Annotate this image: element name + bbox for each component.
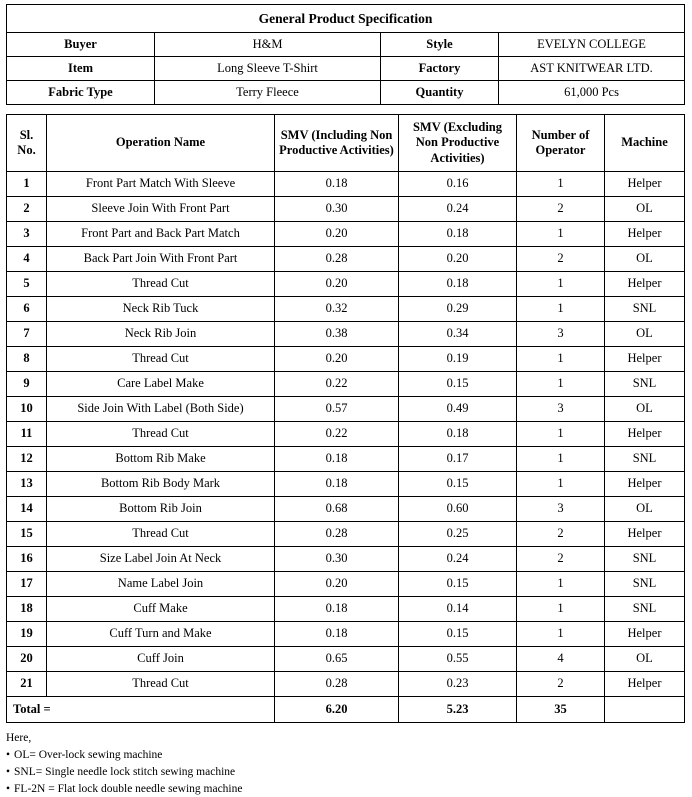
cell-smv-including: 0.38 (275, 321, 399, 346)
cell-machine: SNL (605, 371, 685, 396)
cell-machine: Helper (605, 421, 685, 446)
ops-header-row (7, 115, 685, 172)
cell-operators: 1 (517, 596, 605, 621)
cell-operators: 2 (517, 246, 605, 271)
total-operators: 35 (517, 696, 605, 722)
cell-machine: OL (605, 396, 685, 421)
cell-operation-name: Side Join With Label (Both Side) (47, 396, 275, 421)
cell-operation-name: Sleeve Join With Front Part (47, 196, 275, 221)
cell-machine: OL (605, 646, 685, 671)
table-row (7, 371, 685, 396)
cell-smv-including: 0.32 (275, 296, 399, 321)
cell-operation-name: Size Label Join At Neck (47, 546, 275, 571)
spec-label-factory: Factory (381, 57, 499, 81)
ops-header-number-of-operator: Number of Operator (517, 115, 605, 172)
operation-breakdown-table (6, 114, 685, 723)
cell-operators: 1 (517, 621, 605, 646)
legend-item-snl: • SNL= Single needle lock stitch sewing machine (6, 764, 686, 781)
table-row (7, 421, 685, 446)
cell-operators: 3 (517, 321, 605, 346)
cell-smv-excluding: 0.24 (399, 196, 517, 221)
cell-sl: 15 (7, 521, 47, 546)
cell-sl: 2 (7, 196, 47, 221)
cell-operators: 2 (517, 521, 605, 546)
cell-sl: 17 (7, 571, 47, 596)
cell-operators: 3 (517, 396, 605, 421)
cell-smv-including: 0.18 (275, 471, 399, 496)
cell-smv-excluding: 0.49 (399, 396, 517, 421)
cell-machine: SNL (605, 546, 685, 571)
product-specification-table (6, 4, 685, 105)
cell-smv-excluding: 0.15 (399, 621, 517, 646)
spec-row (7, 57, 685, 81)
cell-smv-including: 0.30 (275, 196, 399, 221)
cell-machine: SNL (605, 571, 685, 596)
cell-smv-including: 0.20 (275, 271, 399, 296)
cell-smv-excluding: 0.20 (399, 246, 517, 271)
legend-item-fl2n: • FL-2N = Flat lock double needle sewing machine (6, 781, 686, 797)
cell-sl: 1 (7, 171, 47, 196)
ops-header-operation-name: Operation Name (47, 115, 275, 172)
ops-header-machine: Machine (605, 115, 685, 172)
total-smv-including: 6.20 (275, 696, 399, 722)
cell-smv-including: 0.22 (275, 371, 399, 396)
cell-operation-name: Neck Rib Join (47, 321, 275, 346)
cell-operators: 1 (517, 346, 605, 371)
cell-sl: 12 (7, 446, 47, 471)
cell-sl: 16 (7, 546, 47, 571)
cell-operators: 2 (517, 671, 605, 696)
table-row (7, 496, 685, 521)
cell-smv-including: 0.22 (275, 421, 399, 446)
cell-operation-name: Cuff Make (47, 596, 275, 621)
legend-heading: Here, (6, 731, 32, 744)
cell-smv-excluding: 0.24 (399, 546, 517, 571)
cell-sl: 14 (7, 496, 47, 521)
cell-operators: 2 (517, 196, 605, 221)
cell-operation-name: Front Part Match With Sleeve (47, 171, 275, 196)
cell-smv-including: 0.28 (275, 671, 399, 696)
table-row (7, 471, 685, 496)
table-row (7, 271, 685, 296)
cell-sl: 21 (7, 671, 47, 696)
table-row (7, 446, 685, 471)
cell-operators: 2 (517, 546, 605, 571)
cell-sl: 8 (7, 346, 47, 371)
spec-label-style: Style (381, 33, 499, 57)
spec-title: General Product Specification (7, 5, 685, 33)
total-row (7, 696, 685, 722)
cell-operation-name: Cuff Turn and Make (47, 621, 275, 646)
cell-smv-excluding: 0.29 (399, 296, 517, 321)
cell-smv-excluding: 0.15 (399, 471, 517, 496)
cell-operation-name: Name Label Join (47, 571, 275, 596)
cell-smv-including: 0.28 (275, 521, 399, 546)
cell-operators: 1 (517, 571, 605, 596)
cell-operation-name: Thread Cut (47, 421, 275, 446)
cell-smv-including: 0.18 (275, 596, 399, 621)
cell-smv-excluding: 0.18 (399, 221, 517, 246)
cell-machine: SNL (605, 296, 685, 321)
cell-operation-name: Thread Cut (47, 521, 275, 546)
cell-smv-including: 0.65 (275, 646, 399, 671)
cell-sl: 11 (7, 421, 47, 446)
spec-row (7, 81, 685, 105)
cell-operation-name: Front Part and Back Part Match (47, 221, 275, 246)
cell-machine: Helper (605, 221, 685, 246)
cell-smv-including: 0.20 (275, 346, 399, 371)
legend (6, 730, 686, 797)
cell-sl: 9 (7, 371, 47, 396)
cell-smv-including: 0.18 (275, 621, 399, 646)
spec-value-factory: AST KNITWEAR LTD. (499, 57, 685, 81)
ops-header-smv-excluding: SMV (Excluding Non Productive Activities) (399, 115, 517, 172)
cell-operators: 4 (517, 646, 605, 671)
cell-smv-including: 0.20 (275, 221, 399, 246)
cell-sl: 4 (7, 246, 47, 271)
cell-operators: 3 (517, 496, 605, 521)
cell-smv-excluding: 0.15 (399, 571, 517, 596)
cell-smv-excluding: 0.34 (399, 321, 517, 346)
cell-smv-including: 0.18 (275, 171, 399, 196)
legend-list (6, 747, 686, 797)
table-row (7, 571, 685, 596)
cell-operators: 1 (517, 446, 605, 471)
table-row (7, 221, 685, 246)
table-row (7, 171, 685, 196)
cell-smv-excluding: 0.25 (399, 521, 517, 546)
spec-value-fabric-type: Terry Fleece (155, 81, 381, 105)
spec-value-item: Long Sleeve T-Shirt (155, 57, 381, 81)
cell-smv-including: 0.57 (275, 396, 399, 421)
table-row (7, 296, 685, 321)
table-row (7, 346, 685, 371)
cell-smv-excluding: 0.18 (399, 271, 517, 296)
cell-operation-name: Bottom Rib Body Mark (47, 471, 275, 496)
cell-operators: 1 (517, 221, 605, 246)
cell-operation-name: Bottom Rib Make (47, 446, 275, 471)
total-machine (605, 696, 685, 722)
table-row (7, 246, 685, 271)
cell-sl: 10 (7, 396, 47, 421)
table-row (7, 671, 685, 696)
cell-smv-including: 0.18 (275, 446, 399, 471)
table-row (7, 321, 685, 346)
cell-machine: Helper (605, 621, 685, 646)
table-row (7, 546, 685, 571)
cell-sl: 13 (7, 471, 47, 496)
cell-machine: Helper (605, 346, 685, 371)
cell-smv-excluding: 0.55 (399, 646, 517, 671)
cell-sl: 7 (7, 321, 47, 346)
cell-machine: OL (605, 196, 685, 221)
table-row (7, 646, 685, 671)
spec-value-style: EVELYN COLLEGE (499, 33, 685, 57)
cell-smv-excluding: 0.14 (399, 596, 517, 621)
spec-value-buyer: H&M (155, 33, 381, 57)
cell-operation-name: Thread Cut (47, 671, 275, 696)
cell-operators: 1 (517, 421, 605, 446)
cell-smv-including: 0.68 (275, 496, 399, 521)
table-row (7, 521, 685, 546)
ops-header-smv-including: SMV (Including Non Productive Activities) (275, 115, 399, 172)
spec-value-quantity: 61,000 Pcs (499, 81, 685, 105)
cell-machine: Helper (605, 171, 685, 196)
cell-machine: OL (605, 246, 685, 271)
cell-machine: Helper (605, 271, 685, 296)
cell-operators: 1 (517, 471, 605, 496)
spec-label-fabric-type: Fabric Type (7, 81, 155, 105)
cell-operation-name: Cuff Join (47, 646, 275, 671)
total-label: Total = (7, 696, 275, 722)
spec-label-buyer: Buyer (7, 33, 155, 57)
ops-header-sl-no: Sl. No. (7, 115, 47, 172)
cell-machine: Helper (605, 521, 685, 546)
cell-machine: SNL (605, 596, 685, 621)
cell-smv-excluding: 0.18 (399, 421, 517, 446)
cell-machine: SNL (605, 446, 685, 471)
cell-operation-name: Thread Cut (47, 346, 275, 371)
cell-machine: OL (605, 321, 685, 346)
cell-operation-name: Back Part Join With Front Part (47, 246, 275, 271)
cell-operation-name: Bottom Rib Join (47, 496, 275, 521)
cell-machine: OL (605, 496, 685, 521)
cell-operation-name: Thread Cut (47, 271, 275, 296)
table-row (7, 196, 685, 221)
cell-operation-name: Neck Rib Tuck (47, 296, 275, 321)
ops-body (7, 171, 685, 722)
cell-smv-excluding: 0.60 (399, 496, 517, 521)
cell-operators: 1 (517, 271, 605, 296)
spec-label-quantity: Quantity (381, 81, 499, 105)
cell-operation-name: Care Label Make (47, 371, 275, 396)
legend-item-ol: • OL= Over-lock sewing machine (6, 747, 686, 764)
cell-smv-excluding: 0.17 (399, 446, 517, 471)
table-row (7, 621, 685, 646)
table-row (7, 396, 685, 421)
cell-machine: Helper (605, 471, 685, 496)
cell-sl: 18 (7, 596, 47, 621)
total-smv-excluding: 5.23 (399, 696, 517, 722)
cell-sl: 19 (7, 621, 47, 646)
cell-sl: 20 (7, 646, 47, 671)
spec-row (7, 33, 685, 57)
cell-sl: 5 (7, 271, 47, 296)
cell-smv-excluding: 0.19 (399, 346, 517, 371)
cell-operators: 1 (517, 371, 605, 396)
cell-smv-including: 0.28 (275, 246, 399, 271)
cell-smv-excluding: 0.16 (399, 171, 517, 196)
spec-label-item: Item (7, 57, 155, 81)
cell-operators: 1 (517, 296, 605, 321)
cell-sl: 3 (7, 221, 47, 246)
cell-smv-including: 0.20 (275, 571, 399, 596)
cell-operators: 1 (517, 171, 605, 196)
cell-machine: Helper (605, 671, 685, 696)
table-row (7, 596, 685, 621)
cell-smv-excluding: 0.23 (399, 671, 517, 696)
cell-smv-including: 0.30 (275, 546, 399, 571)
spec-title-row (7, 5, 685, 33)
cell-sl: 6 (7, 296, 47, 321)
cell-smv-excluding: 0.15 (399, 371, 517, 396)
